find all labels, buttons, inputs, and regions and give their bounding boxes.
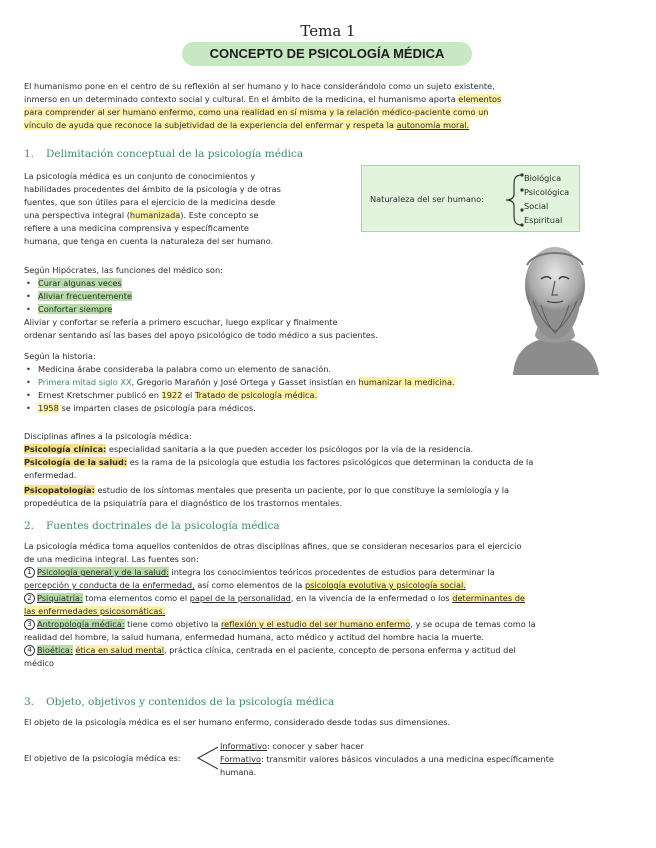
afin-text: estudio de los síntomas mentales que presenta un paciente, por lo que constituye la semiología y la: [94, 485, 510, 495]
funcion-text: Curar algunas veces: [38, 278, 122, 288]
fuente-highlight: psicología evolutiva y psicología social.: [304, 580, 466, 590]
intro-highlight: elementos: [458, 94, 502, 104]
historia-date: 1958: [38, 403, 59, 413]
objetivo-name: Informativo: [220, 741, 268, 751]
fuente-name: Bioética:: [37, 645, 73, 655]
nature-items: [524, 171, 569, 227]
nature-item: Psicológica: [524, 187, 570, 197]
afin-text: es la rama de la psicología que estudia los factores psicológicos que determinan la conducta de la: [127, 457, 534, 467]
objetivo-item: [220, 740, 630, 753]
nature-label: Naturaleza del ser humano:: [370, 194, 484, 204]
historia-text: el: [182, 390, 195, 400]
fuente-highlight: determinantes de: [452, 593, 525, 603]
brace-icon: [502, 172, 526, 228]
historia-list: [24, 363, 504, 415]
section-title: Objeto, objetivos y contenidos de la psicología médica: [46, 696, 335, 708]
fuente-text: así como elementos de la: [194, 580, 305, 590]
afines-block: [24, 430, 636, 510]
fuente-text: papel de la personalidad: [189, 593, 291, 603]
objetivo-text: : conocer y saber hacer: [267, 741, 364, 751]
afin-item: [24, 456, 636, 482]
section-number: 3.: [24, 696, 35, 708]
afin-item: [24, 443, 636, 456]
paragraph-highlight: humanizada: [129, 210, 181, 220]
hipocrates-block: [24, 264, 504, 342]
paragraph-line: Aliviar y confortar se refería a primero escuchar, luego explicar y finalmente: [24, 317, 338, 327]
fuente-text: , práctica clínica, centrada en el paciente, concepto de persona enferma y actitud del: [164, 645, 516, 655]
list-item: [24, 303, 504, 316]
paragraph-line: La psicología médica es un conjunto de conocimientos y: [24, 171, 256, 181]
intro-highlight-underline: autonomía moral.: [396, 120, 470, 130]
section-1-heading: [24, 148, 303, 160]
hipocrates-intro: Según Hipócrates, las funciones del médico son:: [24, 265, 223, 275]
objetivo-name: Formativo: [220, 754, 261, 764]
intro-text: inmerso en un determinado contexto social y cultural. En el ámbito de la medicina, el humanismo aporta: [24, 94, 459, 104]
tema-label: Tema 1: [300, 22, 356, 40]
paragraph-line: habilidades procedentes del ámbito de la psicología y de otras: [24, 184, 281, 194]
historia-text: Ernest Kretschmer publicó en: [38, 390, 162, 400]
fuente-name: Antropología médica:: [37, 619, 125, 629]
fuente-text: médico: [24, 658, 54, 668]
objetivos-list: [220, 740, 630, 779]
intro-highlight: para comprender al ser humano enfermo, como una realidad en sí misma y la relación médico-paciente como un: [24, 107, 489, 117]
funciones-list: [24, 277, 504, 316]
afin-name: Psicología de la salud:: [24, 457, 128, 467]
afin-text: especialidad sanitaria a la que pueden acceder los psicólogos por la vía de la residencia.: [106, 444, 474, 454]
historia-text: Medicina árabe consideraba la palabra como un elemento de sanación.: [38, 364, 332, 374]
afin-text: enfermedad.: [24, 470, 77, 480]
nature-item: Social: [524, 201, 549, 211]
afin-name: Psicología clínica:: [24, 444, 107, 454]
paragraph-text: una perspectiva integral (: [24, 210, 130, 220]
historia-text: , Gregorio Marañón y José Ortega y Gasset insistían en: [131, 377, 359, 387]
list-item: [24, 402, 504, 415]
afin-name: Psicopatología:: [24, 485, 95, 495]
historia-highlight: Tratado de psicología médica.: [194, 390, 318, 400]
list-item: [24, 363, 504, 376]
list-item: [24, 277, 504, 290]
hippocrates-bust-image: [505, 235, 605, 375]
fuente-text: integra los conocimientos teóricos procedentes de estudios para determinar la: [168, 567, 495, 577]
list-item: [24, 389, 504, 402]
fuente-item: [24, 644, 636, 670]
paragraph-line: [24, 209, 354, 222]
funcion-text: Aliviar frecuentemente: [38, 291, 132, 301]
paragraph-line: refiere a una medicina comprensiva y específicamente: [24, 223, 249, 233]
section-3-paragraph: El objeto de la psicología médica es el ser humano enfermo, considerado desde todas sus dimensiones.: [24, 717, 451, 727]
section-number: 2.: [24, 520, 35, 532]
branch-icon: [194, 744, 220, 772]
paragraph-line: humana, que tenga en cuenta la naturaleza del ser humano.: [24, 236, 274, 246]
paragraph-line: ordenar sentando así las bases del apoyo psicológico de todo médico a sus pacientes.: [24, 330, 378, 340]
nature-item: Espiritual: [524, 215, 563, 225]
objetivo-text: humana.: [220, 767, 257, 777]
list-item: [24, 290, 504, 303]
fuente-text: toma elementos como el: [82, 593, 190, 603]
afin-text: propedéutica de la psiquiatría para el diagnóstico de los trastornos mentales.: [24, 498, 343, 508]
section-2-heading: [24, 520, 280, 532]
paragraph-text: ). Este concepto se: [180, 210, 259, 220]
fuente-text: tiene como objetivo la: [124, 619, 221, 629]
fuente-number: 2: [24, 593, 35, 604]
fuente-item: [24, 592, 636, 618]
fuente-number: 3: [24, 619, 35, 630]
section-1-paragraph: [24, 170, 354, 248]
funcion-text: Confortar siempre: [38, 304, 113, 314]
section-3-heading: [24, 696, 334, 708]
fuente-item: [24, 618, 636, 644]
fuente-highlight: ética en salud mental: [75, 645, 165, 655]
section-number: 1.: [24, 148, 35, 160]
intro-line: [24, 106, 634, 119]
intro-line: [24, 93, 634, 106]
fuente-highlight: las enfermedades psicosomáticas.: [24, 606, 166, 616]
objetivo-text: : transmitir valores básicos vinculados a una medicina específicamente: [260, 754, 554, 764]
nature-item: Biológica: [524, 173, 562, 183]
section-title: Fuentes doctrinales de la psicología médica: [46, 520, 280, 532]
intro-line: El humanismo pone en el centro de su reflexión al ser humano y lo hace considerándolo como un sujeto existente,: [24, 81, 495, 91]
paragraph-line: de una medicina integral. Las fuentes son:: [24, 554, 199, 564]
nature-box: [361, 165, 580, 232]
page-title: CONCEPTO DE PSICOLOGÍA MÉDICA: [182, 42, 472, 66]
historia-intro: Según la historia:: [24, 351, 96, 361]
fuente-name: Psiquiatría:: [37, 593, 83, 603]
historia-date: 1922: [161, 390, 183, 400]
fuente-number: 4: [24, 645, 35, 656]
fuente-text: , y se ocupa de temas como la: [410, 619, 536, 629]
historia-date: Primera mitad siglo XX: [38, 377, 132, 387]
objetivo-item: [220, 753, 630, 779]
fuente-text: , en la vivencia de la enfermedad o los: [290, 593, 453, 603]
fuente-text: percepción y conducta de la enfermedad,: [24, 580, 195, 590]
objetivo-label: El objetivo de la psicología médica es:: [24, 753, 181, 763]
afin-item: [24, 484, 636, 510]
section-2-body: [24, 540, 636, 670]
historia-text: se imparten clases de psicología para médicos.: [58, 403, 256, 413]
intro-paragraph: [24, 80, 634, 132]
paragraph-line: La psicología médica toma aquellos contenidos de otras disciplinas afines, que se consideran necesarios para el ejercicio: [24, 541, 522, 551]
fuente-highlight: reflexión y el estudio del ser humano enfermo: [220, 619, 411, 629]
historia-block: [24, 350, 504, 415]
fuente-item: [24, 566, 636, 592]
section-title: Delimitación conceptual de la psicología médica: [46, 148, 304, 160]
fuente-text: realidad del hombre, la salud humana, enfermedad humana, acto médico y actitud del hombre hacia la muerte.: [24, 632, 484, 642]
afines-intro: Disciplinas afines a la psicología médica:: [24, 431, 192, 441]
paragraph-line: fuentes, que son útiles para el ejercicio de la medicina desde: [24, 197, 276, 207]
intro-line: [24, 119, 634, 132]
intro-highlight: vínculo de ayuda que reconoce la subjetividad de la experiencia del enfermar y respeta la: [24, 120, 397, 130]
fuente-name: Psicología general y de la salud:: [37, 567, 169, 577]
fuente-number: 1: [24, 567, 35, 578]
list-item: [24, 376, 504, 389]
historia-highlight: humanizar la medicina.: [358, 377, 455, 387]
